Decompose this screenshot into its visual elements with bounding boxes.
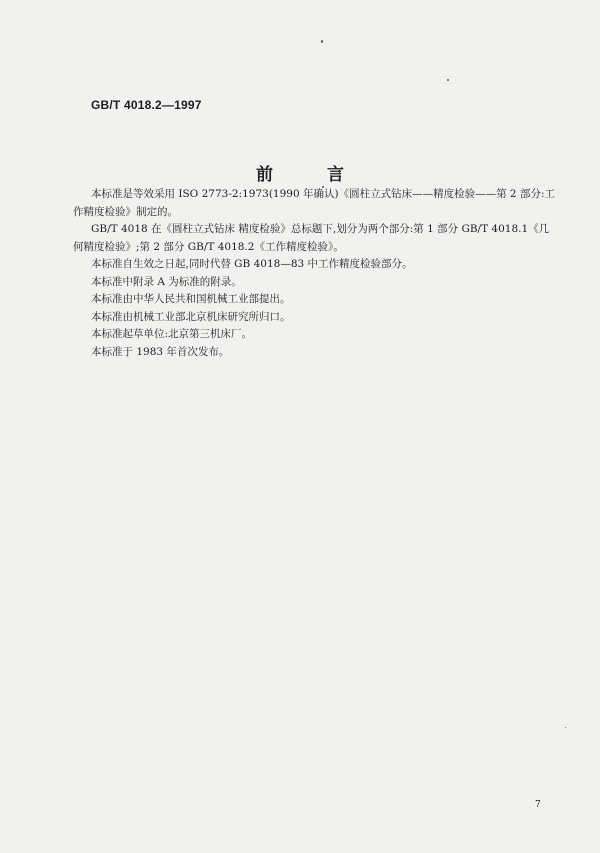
paragraph-proposer <box>91 291 521 309</box>
paragraph-appendix <box>91 274 521 292</box>
paragraph-line: 本标准于 1983 年首次发布。 <box>91 345 230 358</box>
paragraph-line: 何精度检验》;第 2 部分 GB/T 4018.2《工作精度检验》。 <box>73 240 344 253</box>
paragraph-line: 本标准由中华人民共和国机械工业部提出。 <box>91 293 291 305</box>
page-number: 7 <box>535 800 541 810</box>
paragraph-replacement <box>91 256 521 274</box>
scan-speck <box>321 40 323 43</box>
paragraph-first-release <box>91 344 521 362</box>
paragraph-administrator <box>91 309 521 327</box>
paragraph-line: 本标准中附录 A 为标准的附录。 <box>91 275 242 288</box>
paragraph-adoption <box>73 186 555 221</box>
scan-speck <box>565 727 566 728</box>
scan-speck <box>447 79 449 81</box>
paragraph-line: 本标准由机械工业部北京机床研究所归口。 <box>91 310 291 323</box>
paragraph-drafter <box>91 326 521 344</box>
page-title: 前 言 <box>256 165 368 185</box>
foreword-body <box>73 186 555 361</box>
paragraph-structure <box>73 221 550 256</box>
paragraph-line: 本标准是等效采用 ISO 2773-2:1973(1990 年确认)《圆柱立式钻床——精度检验——第 2 部分:工 <box>91 188 555 200</box>
standard-code-header: GB/T 4018.2—1997 <box>91 98 202 112</box>
scan-speck <box>322 186 324 188</box>
paragraph-line: GB/T 4018 在《圆柱立式钻床 精度检验》总标题下,划分为两个部分:第 1 部分 GB/T 4018.1《几 <box>91 223 550 235</box>
paragraph-line: 本标准自生效之日起,同时代替 GB 4018—83 中工作精度检验部分。 <box>91 258 413 270</box>
paragraph-line: 作精度检验》制定的。 <box>73 205 178 218</box>
paragraph-line: 本标准起草单位:北京第三机床厂。 <box>91 328 253 340</box>
